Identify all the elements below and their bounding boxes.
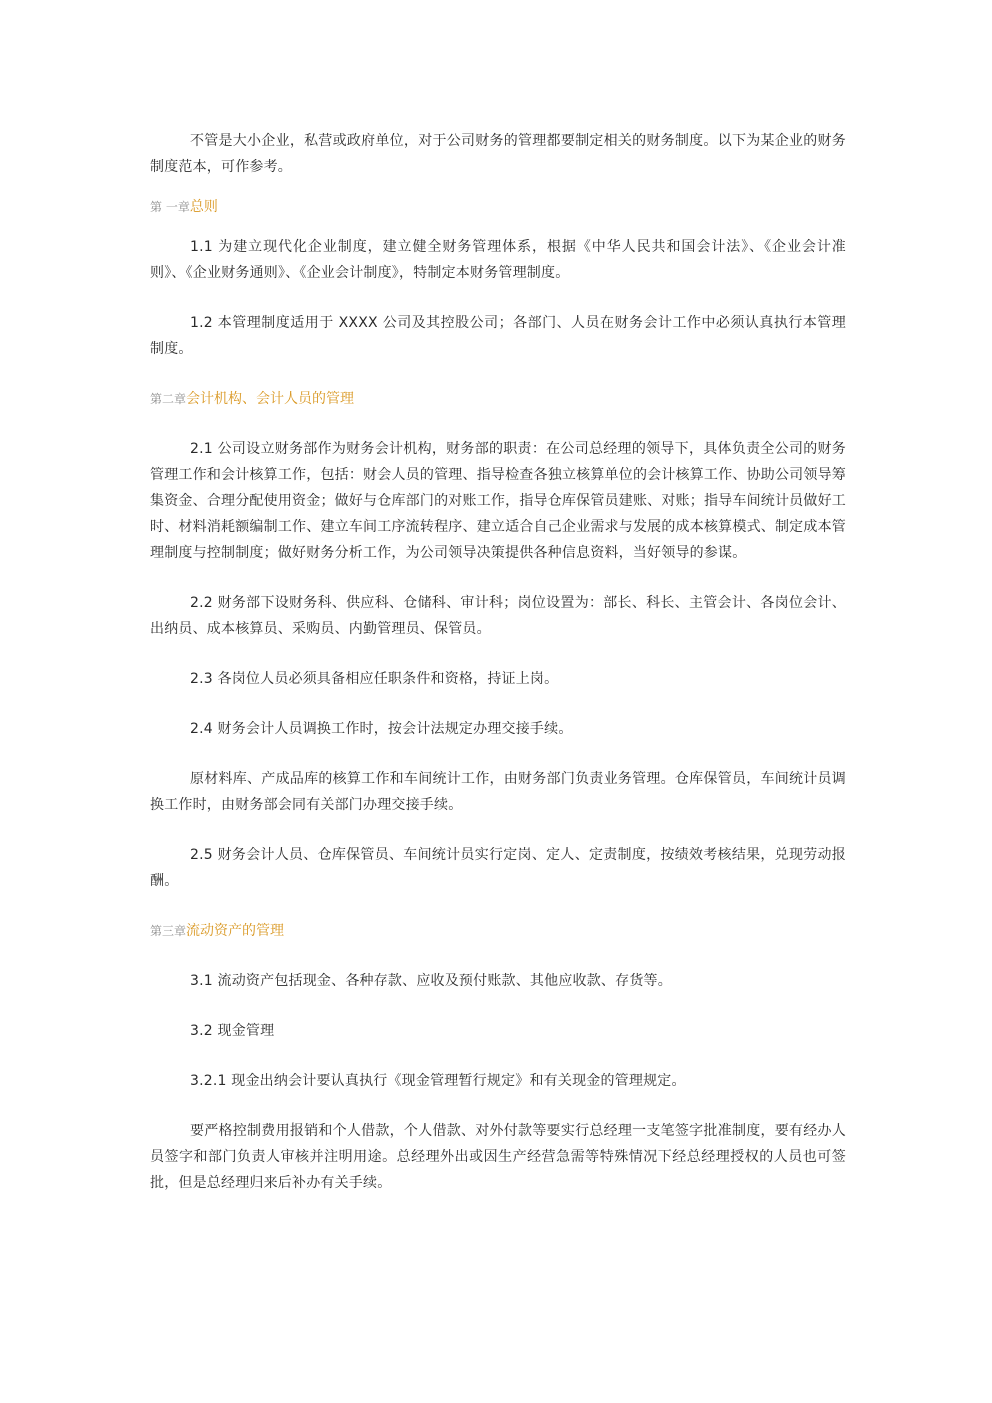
paragraph-1-2: 1.2 本管理制度适用于 XXXX 公司及其控股公司；各部门、人员在财务会计工作中必须认真执行本管理制度。 <box>150 315 846 357</box>
paragraph-2-2: 2.2 财务部下设财务科、供应科、仓储科、审计科；岗位设置为：部长、科长、主管会计、各岗位会计、出纳员、成本核算员、采购员、内勤管理员、保管员。 <box>150 595 846 637</box>
paragraph-2-1: 2.1 公司设立财务部作为财务会计机构，财务部的职责：在公司总经理的领导下，具体负责全公司的财务管理工作和会计核算工作，包括：财会人员的管理、指导检查各独立核算单位的会计核算工作、协助公司领导筹集资金、合理分配使用资金；做好与仓库部门的对账工作，指导仓库保管员建账、对账；指导车间统计员做好工时、材料消耗额编制工作、建立车间工序流转程序、建立适合自己企业需求与发展的成本核算模式、制定成本管理制度与控制制度；做好财务分析工作，为公司领导决策提供各种信息资料，当好领导的参谋。 <box>150 441 846 561</box>
chapter-1-title: 总则 <box>189 199 218 215</box>
paragraph-3-1: 3.1 流动资产包括现金、各种存款、应收及预付账款、其他应收款、存货等。 <box>190 973 672 989</box>
paragraph-1-1: 1.1 为建立现代化企业制度，建立健全财务管理体系，根据《中华人民共和国会计法》、《企业会计准则》、《企业财务通则》、《企业会计制度》，特制定本财务管理制度。 <box>150 239 846 281</box>
intro-paragraph: 不管是大小企业，私营或政府单位，对于公司财务的管理都要制定相关的财务制度。以下为某企业的财务制度范本，可作参考。 <box>150 133 846 175</box>
paragraph-2-5: 2.5 财务会计人员、仓库保管员、车间统计员实行定岗、定人、定责制度，按绩效考核结果，兑现劳动报酬。 <box>150 847 846 889</box>
chapter-1-heading <box>150 194 846 220</box>
paragraph-3-2-1: 3.2.1 现金出纳会计要认真执行《现金管理暂行规定》和有关现金的管理规定。 <box>190 1073 686 1089</box>
paragraph-3-2: 3.2 现金管理 <box>190 1023 275 1039</box>
chapter-3-title: 流动资产的管理 <box>186 923 285 939</box>
document-body <box>150 128 846 1196</box>
chapter-3-prefix: 第三章 <box>150 924 187 938</box>
paragraph-3-2-1-note: 要严格控制费用报销和个人借款，个人借款、对外付款等要实行总经理一支笔签字批准制度，要有经办人员签字和部门负责人审核并注明用途。总经理外出或因生产经营急需等特殊情况下经总经理授权的人员也可签批，但是总经理归来后补办有关手续。 <box>150 1123 846 1191</box>
chapter-3-heading <box>150 918 846 944</box>
paragraph-2-4-note: 原材料库、产成品库的核算工作和车间统计工作，由财务部门负责业务管理。仓库保管员，车间统计员调换工作时，由财务部会同有关部门办理交接手续。 <box>150 771 846 813</box>
chapter-2-title: 会计机构、会计人员的管理 <box>186 391 355 407</box>
paragraph-2-4: 2.4 财务会计人员调换工作时，按会计法规定办理交接手续。 <box>190 721 573 737</box>
chapter-2-prefix: 第二章 <box>150 392 187 406</box>
paragraph-2-3: 2.3 各岗位人员必须具备相应任职条件和资格，持证上岗。 <box>190 671 559 687</box>
chapter-2-heading <box>150 386 846 412</box>
chapter-1-prefix: 第 一章 <box>150 200 190 214</box>
